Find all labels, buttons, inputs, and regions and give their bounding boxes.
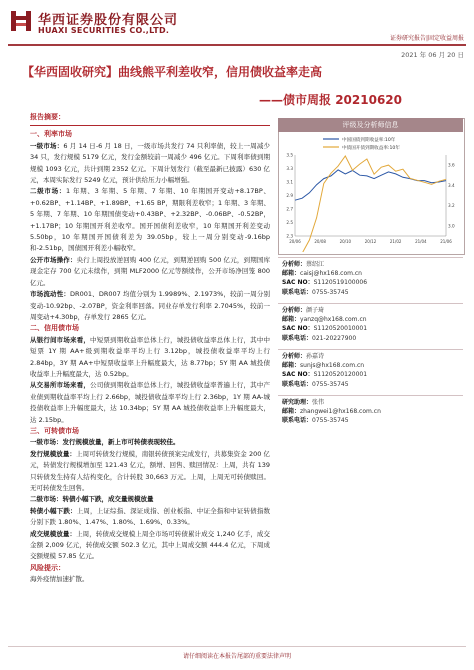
cb-primary-heading: 一级市场：发行规模放量，新上市可转债表现较佳。 [30,438,180,447]
x-tick-label: 20/08 [314,239,326,244]
yield-line-chart [279,133,462,252]
y-right-tick-label: 3.0 [448,223,455,229]
header-rule [8,44,466,46]
y-left-tick-label: 2.5 [286,220,293,225]
analyst-sac: SAC NO：S1120520120001 [282,371,368,379]
company-name-cn: 华西证券股份有限公司 [38,13,179,28]
analyst-email[interactable]: 邮箱：caisj@hx168.com.cn [282,270,362,278]
company-name-en: HUAXI SECURITIES CO.,LTD. [38,26,170,35]
analyst-phone: 联系电话：0755-35745 [282,417,349,425]
series-line-treasury [295,170,446,200]
y-left-tick-label: 3.3 [286,166,293,171]
analyst-email[interactable]: 邮箱：sunjs@hx168.com.cn [282,362,365,370]
report-date: 2021 年 06 月 20 日 [401,51,464,59]
y-right-tick-label: 3.2 [448,203,455,209]
y-left-tick-label: 2.7 [286,206,293,212]
analyst-phone: 联系电话：0755-35745 [282,380,349,388]
analyst-divider [278,395,463,396]
cb-volume-paragraph: 成交规模放量：上周，转债成交规模上周全市场可转债累计成交 1,240 亿手，成交金额 2,009 亿元，转债成交额 502.3 亿元，其中上周成交额 444.4 亿元，下周成交额规模 57.85 亿元。 [30,529,271,561]
analyst-divider [278,349,463,350]
y-left-tick-label: 3.5 [286,152,293,158]
report-type: 证券研究报告|固定收益周报 [389,35,464,42]
x-tick-label: 20/12 [364,239,377,244]
analyst-name: 分析师：蔡绍江 [282,261,325,268]
x-tick-label: 21/04 [415,239,427,244]
primary-market-paragraph: 一级市场：6 月 14 日-6 月 18 日，一级市场共发行 74 只利率债，较上一周减少 34 只，发行规模 5179 亿元，发行金额较前一周减少 496 亿元。下周利率债到期规模 1093 亿元，共计到期 2352 亿元。下周计划发行（截至最新已披露）630 亿元，本周实际发行 5249 亿元，预计供给压力小幅增强。 [30,141,271,185]
analyst-card [282,398,457,426]
analyst-sac: SAC NO：S1120519100006 [282,279,368,287]
section-rates-heading: 一、利率市场 [30,130,72,139]
x-tick-label: 20/10 [339,239,352,244]
liquidity-paragraph: 市场流动性：DR001、DR007 均值分别为 1.9989%、2.1973%，较前一周分别变动-10.92bp、-2.07BP，资金利率回落。同业存单发行利率 2.7045%，较前一周变动+4.30bp，存单发行 2865 亿元。 [30,290,271,321]
y-left-tick-label: 2.9 [286,193,293,198]
legend-label: 中国国债到期收益率:10年 [342,138,396,144]
report-title: 【华西固收研究】曲线熊平利差收窄，信用债收益率走高 [22,65,323,79]
cb-secondary-heading: 二级市场：转债小幅下跌，成交量规模放量 [30,495,154,504]
legend-label: 中债国开债到期收益率:10年 [342,146,400,152]
cb-issue-paragraph: 发行规模放量：上周可转债发行规模，南银转债预案完成发行，共募集资金 200 亿元，转债发行规模增加至 121.43 亿元，额增、回售、赎回情况：上周，共有 139 只转债发生持有人结构变化，合计转股 30,663 万元。上周，上周无可转债赎回。无可转债发生回售。 [30,449,271,492]
y-right-tick-label: 3.4 [448,182,455,188]
analyst-name: 研究助理：张伟 [282,399,325,406]
analyst-email[interactable]: 邮箱：yanzq@hx168.com.cn [282,316,367,324]
analyst-card [282,260,457,297]
exchange-paragraph: 从交易所市场来看，公司债到期收益率总体上行，城投债收益率普遍上行，其中产业债到期收益率平均上行 2.66bp，城投债收益率平均上行 2.36bp，1Y 期 AA-城投债收益率上升幅度最大，达 10.34bp；5Y 期 AA 城投债收益率上升幅度最大，达 2.15bp。 [30,381,271,424]
risk-text: 海外疫情加速扩散。 [30,575,89,584]
secondary-market-paragraph: 二级市场：1 年期、3 年期、5 年期、7 年期、10 年期国开变动+8.17BP、+0.62BP、+1.14BP、+1.89BP、+1.65 BP，期限利差收窄；1 年期、3 年期、5 年期、7 年期、10 年期国债变动+0.43BP、+2.32BP、-0.06BP、-0.52BP，+1.17BP；10 年期国开利差收窄。国开国债利差收窄，10 年期国开利差变动 5.50bp，10 年期国开国债利差为 39.05bp，较上一周分别变动-9.16bp 和-2.51bp，国债国开利差小幅收窄。 [30,187,270,253]
y-left-tick-label: 2.3 [286,233,293,239]
analyst-divider [278,303,463,304]
analyst-name: 分析师：孙嘉诗 [282,353,325,360]
section-convertible-heading: 三、可转债市场 [30,426,79,435]
abstract-column [30,112,270,586]
y-right-tick-label: 3.6 [448,162,455,168]
footer-disclaimer: 请仔细阅读在本报告尾部的重要法律声明 [182,653,291,660]
analyst-divider [278,257,463,258]
x-tick-label: 21/02 [389,239,402,244]
y-left-tick-label: 3.1 [286,179,293,185]
abstract-heading: 报告摘要： [30,112,270,126]
analyst-name: 分析师：颜子琦 [282,307,325,314]
interbank-paragraph: 从银行间市场来看，中短票到期收益率总体上行，城投债收益率总体上行，其中中短票 1Y 期 AA+级到期收益率平均上行 3.12bp，城投债收益率平均上行 2.84bp，3Y 期 AA+中短票收益率上升幅度最大，达 8.77bp；5Y 期 AA 城投债收益率上升幅度最大，达 0.52bp。 [30,335,271,378]
huaxi-logo-icon [8,8,34,34]
analyst-email[interactable]: 邮箱：zhangwei1@hx168.com.cn [282,408,381,416]
risk-heading: 风险提示： [30,563,65,572]
footer-rule [8,646,466,647]
analyst-sac: SAC NO：S1120520010001 [282,325,368,333]
analyst-card [282,306,457,343]
section-credit-heading: 二、信用债市场 [30,324,79,333]
open-market-paragraph: 公开市场操作：央行上周投放逆回购 400 亿元，到期逆回购 500 亿元，到期国库现金定存 700 亿元未续作，到期 MLF2000 亿元等额续作，公开市场净回笼 800 亿元。 [30,255,271,287]
report-subtitle: ——债市周报 20210620 [259,93,402,107]
x-tick-label: 21/06 [440,239,452,244]
chart-panel-title: 评级及分析师信息 [278,118,463,132]
series-line-cdb [295,156,446,252]
analyst-phone: 联系电话：0755-35745 [282,288,349,296]
cb-decline-paragraph: 转债小幅下跌：上周，上证综指、深证成指、创业板指、中证全指和中证转债指数分别下跌 1.80%、1.47%、1.80%、1.69%、0.33%。 [30,506,271,527]
x-tick-label: 20/06 [289,239,301,244]
analyst-phone: 联系电话：021-20227900 [282,334,357,342]
analyst-card [282,352,457,389]
